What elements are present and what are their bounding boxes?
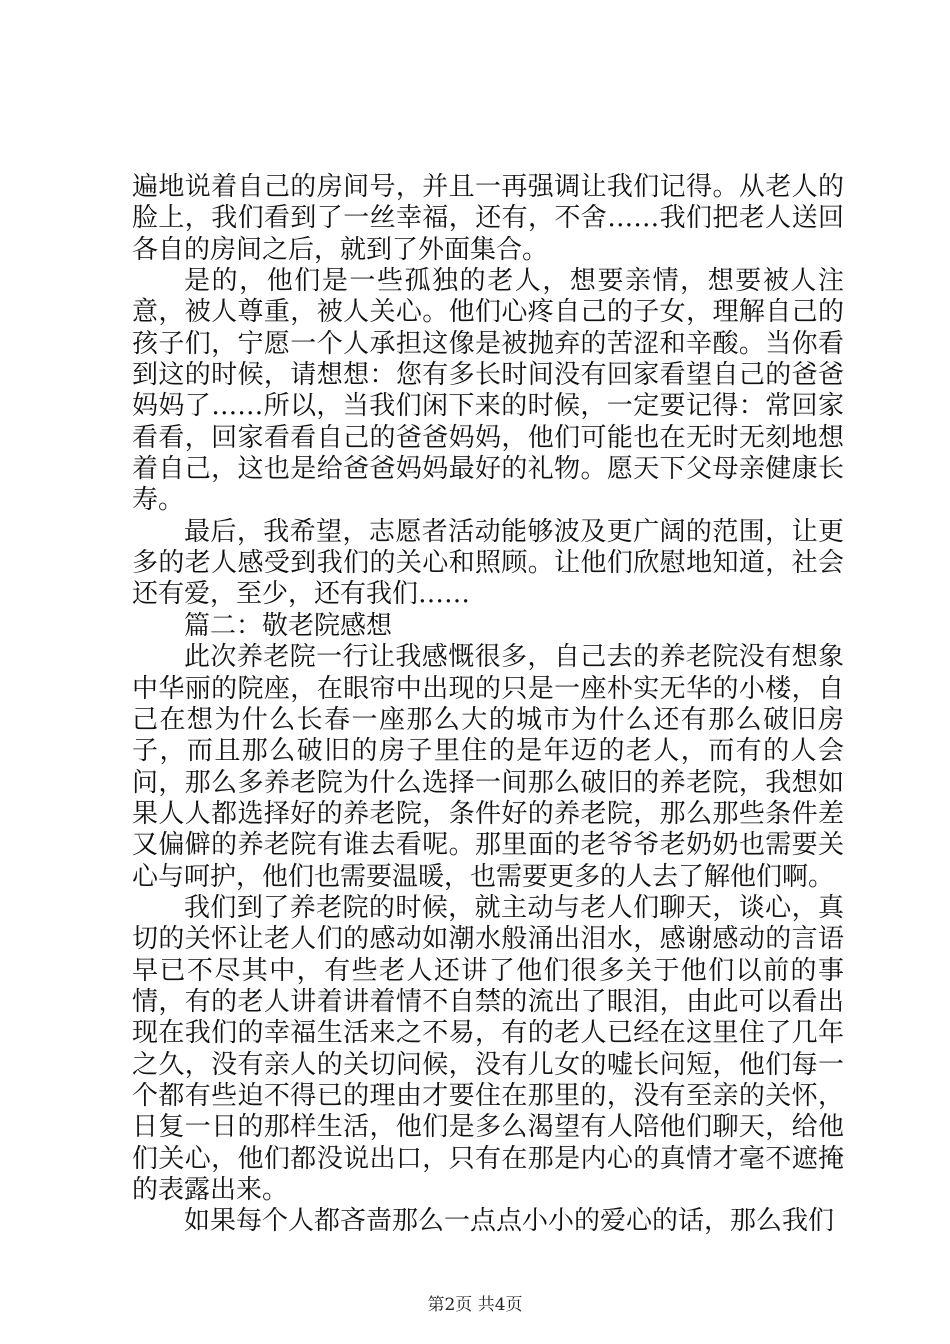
paragraph: 此次养老院一行让我感慨很多，自己去的养老院没有想象中华丽的院座，在眼帘中出现的只是一座朴实无华的小楼，自己在想为什么长春一座那么大的城市为什么还有那么破旧房子，而且那么破旧的房子里住的是年迈的老人，而有的人会问，那么多养老院为什么选择一间那么破旧的养老院，我想如果人人都选择好的养老院，条件好的养老院，那么那些条件差又偏僻的养老院有谁去看呢。那里面的老爷爷老奶奶也需要关心与呵护，他们也需要温暖，也需要更多的人去了解他们啊。 [132,642,844,892]
paragraph: 是的，他们是一些孤独的老人，想要亲情，想要被人注意，被人尊重，被人关心。他们心疼自己的子女，理解自己的孩子们，宁愿一个人承担这像是被抛弃的苦涩和辛酸。当你看到这的时候，请想想：您有多长时间没有回家看望自己的爸爸妈妈了……所以，当我们闲下来的时候，一定要记得：常回家看看，回家看看自己的爸爸妈妈，他们可能也在无时无刻地想着自己，这也是给爸爸妈妈最好的礼物。愿天下父母亲健康长寿。 [132,266,844,516]
section-heading: 篇二：敬老院感想 [184,610,393,641]
page-number-footer: 第2页 共4页 [427,1295,523,1315]
paragraph: 我们到了养老院的时候，就主动与老人们聊天，谈心，真切的关怀让老人们的感动如潮水般涌出泪水，感谢感动的言语早已不尽其中，有些老人还讲了他们很多关于他们以前的事情，有的老人讲着讲着情不自禁的流出了眼泪，由此可以看出现在我们的幸福生活来之不易，有的老人已经在这里住了几年之久，没有亲人的关切问候，没有儿女的嘘长问短，他们每一个都有些迫不得已的理由才要住在那里的，没有至亲的关怀，日复一日的那样生活，他们是多么渴望有人陪他们聊天，给他们关心，他们都没说出口，只有在那是内心的真情才毫不遮掩的表露出来。 [132,892,844,1205]
paragraph: 如果每个人都吝啬那么一点点小小的爱心的话，那么我们 [184,1206,835,1237]
document-body [132,172,844,1238]
paragraph-continued: 遍地说着自己的房间号，并且一再强调让我们记得。从老人的脸上，我们看到了一丝幸福，还有，不舍……我们把老人送回各自的房间之后，就到了外面集合。 [132,172,844,265]
paragraph: 最后，我希望，志愿者活动能够波及更广阔的范围，让更多的老人感受到我们的关心和照顾。让他们欣慰地知道，社会还有爱，至少，还有我们…… [132,516,844,610]
